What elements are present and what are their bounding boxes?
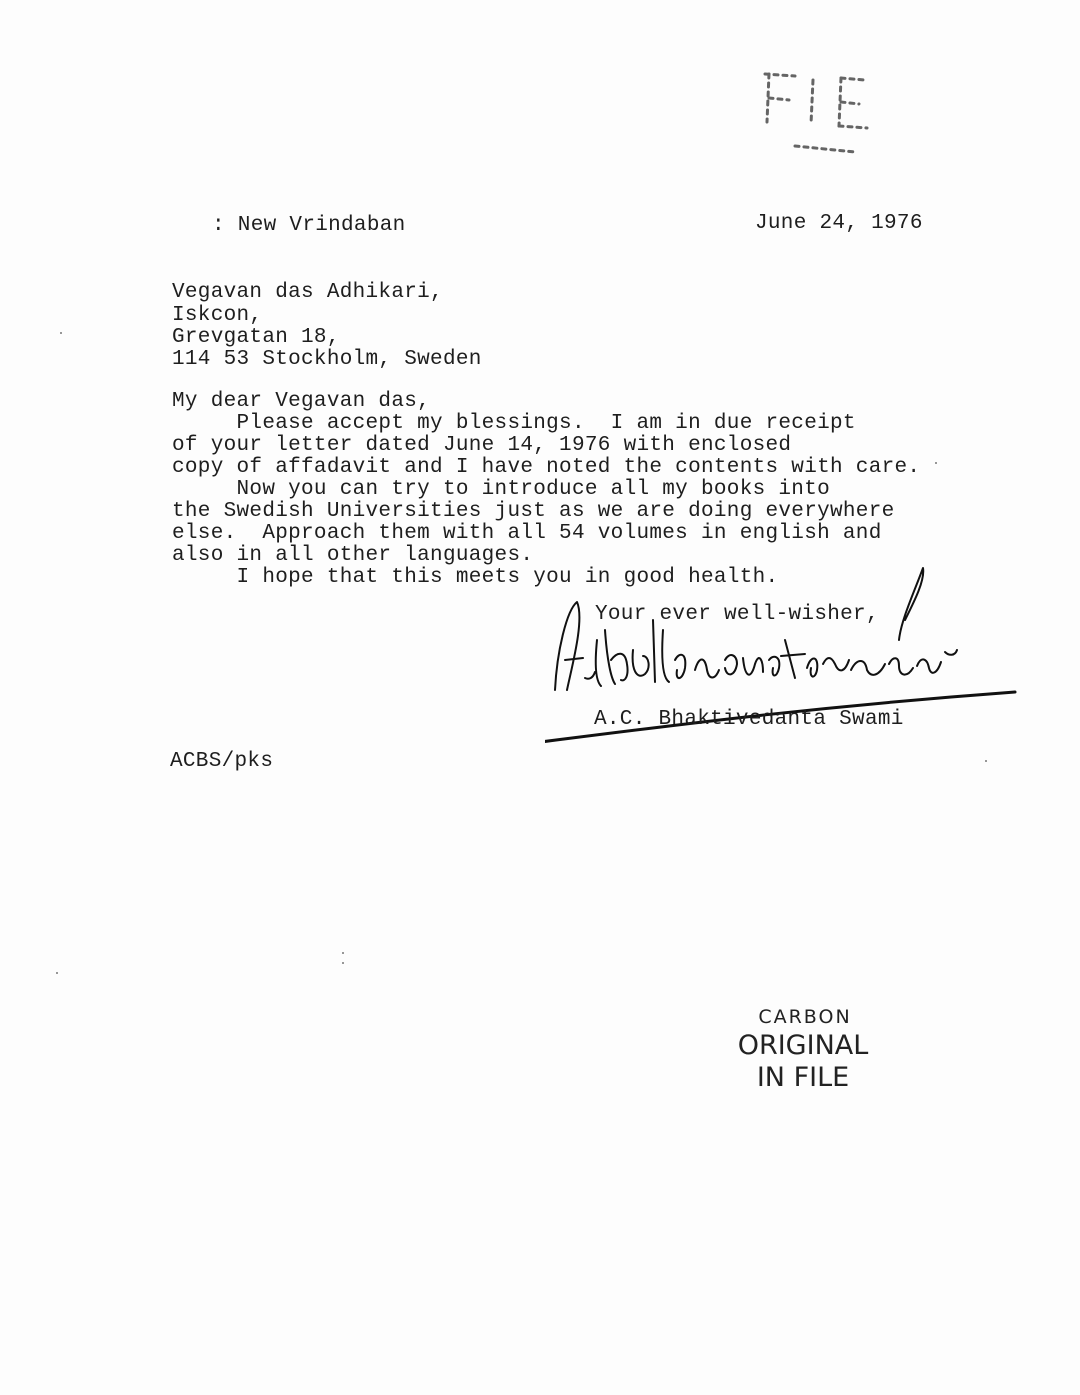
body-line: Now you can try to introduce all my books into [172, 478, 831, 501]
body-line: also in all other languages. [172, 544, 534, 567]
body-line: I hope that this meets you in good health. [172, 566, 779, 589]
scan-speck [985, 760, 987, 762]
address-line: Vegavan das Adhikari, [172, 281, 443, 304]
scan-speck [342, 952, 344, 954]
scan-speck [935, 462, 937, 464]
address-line: Grevgatan 18, [172, 326, 340, 349]
reference-initials: ACBS/pks [170, 750, 274, 773]
signer-name: A.C. Bhaktivedanta Swami [594, 708, 904, 731]
body-line: the Swedish Universities just as we are doing everywhere [172, 500, 895, 523]
letter-date: June 24, 1976 [755, 212, 923, 235]
scan-speck [342, 962, 344, 964]
file-stamp [755, 62, 880, 162]
scan-speck [60, 332, 62, 334]
carbon-stamp-line: ORIGINAL [737, 1030, 869, 1061]
closing: Your ever well-wisher, [595, 603, 879, 626]
body-line: of your letter dated June 14, 1976 with enclosed [172, 434, 792, 457]
body-line: copy of affadavit and I have noted the contents with care. [172, 456, 921, 479]
carbon-stamp-line: IN FILE [756, 1062, 850, 1093]
address-line: Iskcon, [172, 304, 263, 327]
salutation: My dear Vegavan das, [172, 390, 431, 413]
handwritten-signature [545, 560, 1025, 770]
address-line: 114 53 Stockholm, Sweden [172, 348, 482, 371]
scan-speck [56, 972, 58, 974]
body-line: Please accept my blessings. I am in due receipt [172, 412, 856, 435]
carbon-stamp-line: CARBON [758, 1006, 852, 1028]
body-line: else. Approach them with all 54 volumes in english and [172, 522, 882, 545]
letter-location: : New Vrindaban [212, 214, 406, 237]
